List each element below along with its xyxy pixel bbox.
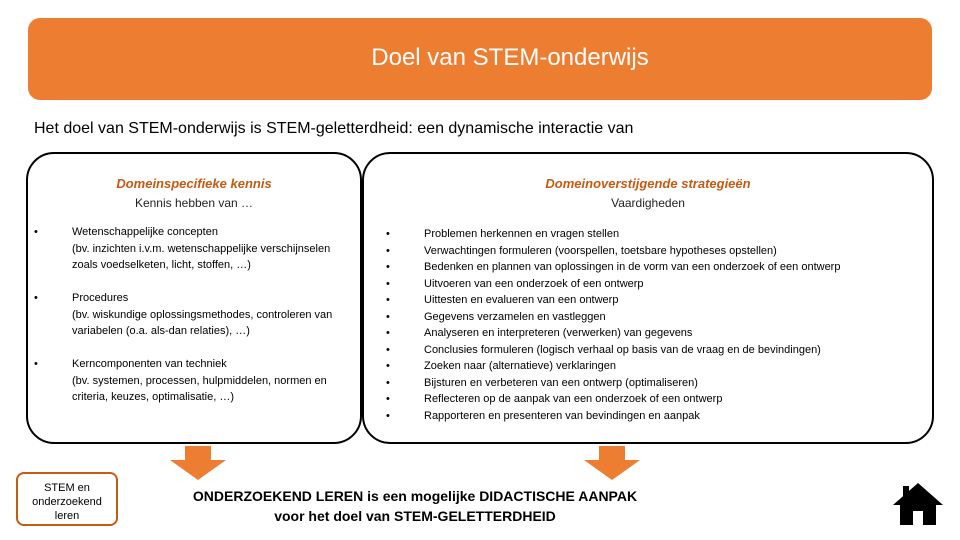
bullet-icon: • (386, 228, 390, 240)
skills-list (386, 226, 906, 424)
list-item (34, 224, 354, 290)
conclusion-line: ONDERZOEKEND LEREN is een mogelijke DIDACTISCHE AANPAK (192, 488, 638, 504)
list-item (386, 309, 906, 326)
left-panel-title: Domeinspecifieke kennis (116, 176, 272, 191)
list-item (386, 391, 906, 408)
item-text: Gegevens verzamelen en vastleggen (424, 310, 606, 323)
domain-knowledge-panel (26, 152, 362, 444)
item-detail: (bv. systemen, processen, hulpmiddelen, normen en criteria, keuzes, optimalisatie, …) (72, 374, 327, 403)
item-text: Zoeken naar (alternatieve) verklaringen (424, 360, 616, 372)
intro-text: Het doel van STEM-onderwijs is STEM-geletterdheid: een dynamische interactie van (34, 120, 634, 137)
item-detail: (bv. wiskundige oplossingsmethodes, controleren van variabelen (o.a. als-dan relaties), …) (72, 308, 333, 337)
item-text: Uitvoeren van een onderzoek of een ontwerp (424, 277, 644, 290)
item-text: Analyseren en interpreteren (verwerken) van gegevens (424, 327, 693, 339)
badge-line: onderzoekend (32, 496, 102, 508)
item-text: Bijsturen en verbeteren van een ontwerp (optimaliseren) (424, 376, 698, 389)
bullet-icon: • (386, 327, 390, 339)
arrow-down-icon (584, 446, 640, 480)
domain-strategies-panel (362, 152, 934, 444)
badge-line: leren (54, 510, 80, 522)
badge-line: STEM en (44, 482, 90, 494)
list-item (386, 243, 906, 260)
item-text: Bedenken en plannen van oplossingen in de vorm van een onderzoek of een ontwerp (424, 261, 841, 273)
list-item (34, 290, 354, 356)
list-item (386, 276, 906, 293)
item-text: Conclusies formuleren (logisch verhaal op basis van de vraag en de bevindingen) (424, 343, 821, 356)
list-item (386, 342, 906, 359)
list-item (386, 325, 906, 342)
item-text: Problemen herkennen en vragen stellen (424, 228, 620, 240)
left-panel-subtitle: Kennis hebben van … (134, 196, 254, 210)
bullet-icon: • (386, 294, 390, 306)
conclusion-text (150, 486, 680, 526)
bullet-icon: • (386, 261, 390, 273)
bullet-icon: • (34, 292, 38, 304)
bullet-icon: • (386, 409, 390, 422)
list-item (34, 356, 354, 406)
knowledge-list (34, 224, 354, 406)
bullet-icon: • (386, 376, 390, 389)
bullet-icon: • (34, 226, 38, 238)
bullet-icon: • (386, 310, 390, 323)
bullet-icon: • (386, 360, 390, 372)
conclusion-line: voor het doel van STEM-GELETTERDHEID (274, 508, 556, 524)
item-text: Verwachtingen formuleren (voorspellen, toetsbare hypotheses opstellen) (424, 244, 777, 257)
bullet-icon: • (386, 343, 390, 356)
item-text: Uittesten en evalueren van een ontwerp (424, 294, 619, 306)
item-heading: Procedures (72, 292, 129, 304)
right-panel-title: Domeinoverstijgende strategieën (545, 176, 751, 191)
page-title: Doel van STEM-onderwijs (371, 44, 649, 71)
list-item (386, 358, 906, 375)
bullet-icon: • (386, 277, 390, 290)
right-panel-subtitle: Vaardigheden (611, 196, 685, 210)
list-item (386, 226, 906, 243)
bullet-icon: • (386, 393, 390, 405)
item-heading: Kerncomponenten van techniek (72, 358, 227, 370)
home-icon[interactable] (893, 481, 943, 527)
bullet-icon: • (386, 244, 390, 257)
list-item (386, 259, 906, 276)
arrow-down-icon (170, 446, 226, 480)
item-detail: (bv. inzichten i.v.m. wetenschappelijke verschijnselen zoals voedselketen, licht, stoffen, …) (72, 242, 331, 271)
list-item (386, 375, 906, 392)
list-item (386, 408, 906, 425)
bullet-icon: • (34, 358, 38, 370)
list-item (386, 292, 906, 309)
item-heading: Wetenschappelijke concepten (72, 226, 218, 238)
item-text: Reflecteren op de aanpak van een onderzoek of een ontwerp (424, 393, 723, 405)
item-text: Rapporteren en presenteren van bevindingen en aanpak (424, 409, 700, 422)
stem-inquiry-badge[interactable] (16, 472, 118, 526)
